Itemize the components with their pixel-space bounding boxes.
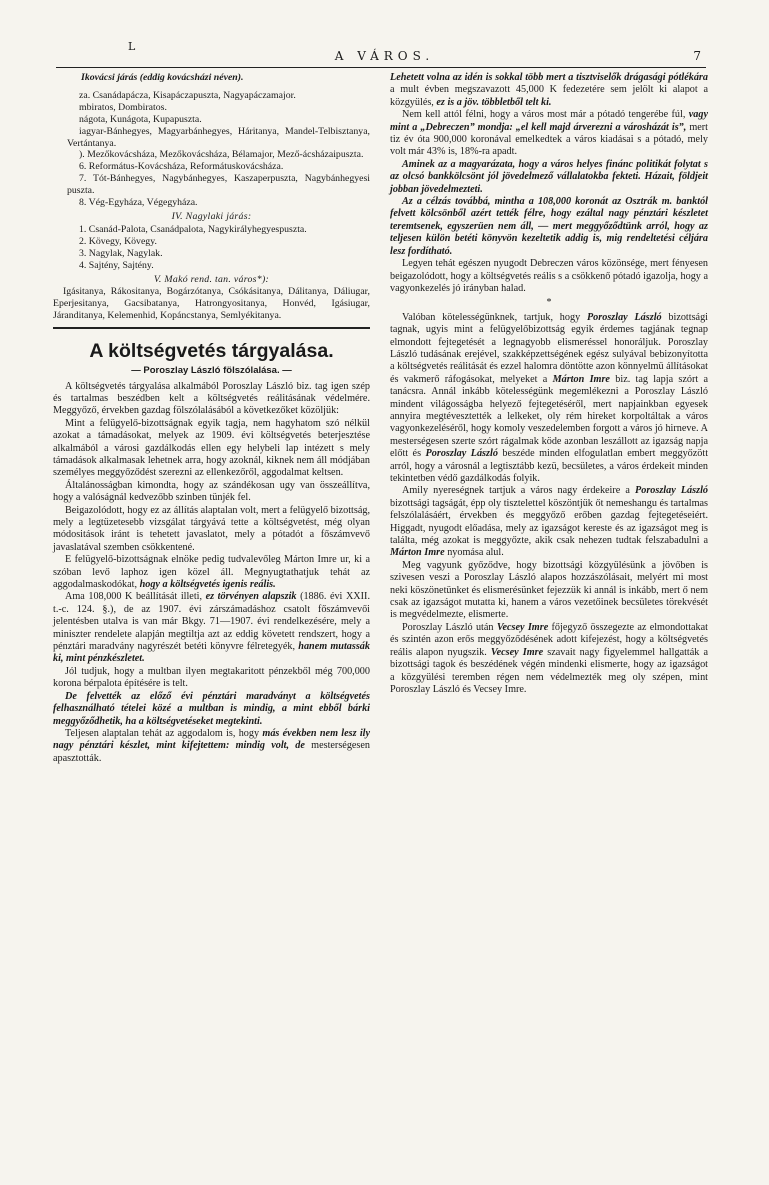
paragraph: Nem kell attól félni, hogy a város most már a pótadó tengerébe fúl, vagy mint a „Debreczen” mondja: „el kell majd árverezni a városházát is”, mert tiz év óta 900,000 koronával emelkedtek a város kiadásai s a pótadó, mely volt már 43% is, 18%-ra apadt. xyxy=(390,109,709,158)
section-star: * xyxy=(546,297,552,309)
section-title: V. Makó rend. tan. város*): xyxy=(153,273,270,285)
article-subtitle: — Poroszlay László fölszólalása. — xyxy=(131,365,292,377)
district-line: 6. Református-Kovácsháza, Reformátuskovácsháza. xyxy=(79,161,284,173)
district-line: nágota, Kunágota, Kupapuszta. xyxy=(79,113,202,125)
paragraph: Amily nyereségnek tartjuk a város nagy érdekeire a Poroszlay László bizottsági tagságát, épp oly tisztelettel köszöntjük őt nemeshangu és tartalmas felszólalásáért, érvekben és meggyőző erőben gazdag fejtegetéseiért. Higgadt, nyugodt előadása, mely az igazságot kereste és az igazságot meg is találta, még azokat is meggyőzte, akik csak nehezen tudtak felszabadulni a Márton Imre nyomása alul. xyxy=(390,485,708,559)
paragraph: Lehetett volna az idén is sokkal több mert a tisztviselők drágasági pótlékára a mult évben megszavazott 45,000 K fedezetére sem jelölt ki alapot a közgyülés, ez is a jöv. többletből telt ki. xyxy=(390,72,708,108)
district-line: 3. Nagylak, Nagylak. xyxy=(79,247,163,259)
paragraph: Az a célzás továbbá, mintha a 108,000 koronát az Osztrák m. banktól felvett kölcsönből azért tették félre, hogy ezáltal nagy pénztári készletet teremtsenek, egyszerüen nem áll, — mert meggyőződtünk arról, hogy az teljesen külön betéti könyvön kezeltetik addig is, mig rendeltetési céljára lesz fordítható. xyxy=(390,196,708,257)
paragraph: A költségvetés tárgyalása alkalmából Poroszlay László biz. tag igen szép és tartalmas beszédben kelt a költségvetés reálitásának védelmére. Meggyőző, érvekben gazdag fölszólalásából a következőket közöljük: xyxy=(53,380,370,417)
paragraph: De felvették az előző évi pénztári maradványt a költségvetés felhasználható tételei közé a multban is mindig, a mint ebből bárki meggyőződhetik, ha a költségvetéseket megtekinti. xyxy=(53,690,370,727)
district-line: iagyar-Bánhegyes, Magyarbánhegyes, Háritanya, Mandel-Telbisztanya, Vertántanya. xyxy=(67,125,370,149)
district-line: Igásitanya, Rákositanya, Bogárzótanya, Csókásitanya, Dálitanya, Dáliugar, Eperjesitanya, Gacsibatanya, Hatrongyositanya, Honvéd, Igásiugar, Járanditanya, Kelemenhid, Kopáncstanya, Semlyékitanya. xyxy=(53,286,370,322)
paragraph: Mint a felügyelő-bizottságnak egyik tagja, nem hagyhatom szó nélkül azokat a támadásokat, melyek az 1909. évi költségvetés beterjesztése alkalmából a városi gazdálkodás ellen egy helybeli lap intézett s mely támadások alkalmasak lehetnek arra, hogy azoknál, kiknek nem áll módjában személyes meggyőződést szerezni az ellenkezőről, aggodalmat keltsen. xyxy=(53,417,370,479)
district-line: 4. Sajtény, Sajtény. xyxy=(79,259,154,271)
corner-mark: L xyxy=(128,40,136,53)
paragraph: E felügyelő-bizottságnak elnöke pedig tudvalevőleg Márton Imre ur, ki a szóban levő laphoz igen közel áll. Megnyugtathatjuk tehát az aggodalmaskodókat, hogy a költségvetés igenis reális. xyxy=(53,554,370,591)
left-column xyxy=(53,72,370,765)
page-number: 7 xyxy=(693,49,701,63)
article-title: A költségvetés tárgyalása. xyxy=(89,340,334,363)
paragraph: Meg vagyunk győződve, hogy bizottsági közgyülésünk a jövőben is szivesen veszi a Poroszlay László alapos hozzászólásait, melyért mi most neki köszönetünket és elismerésünket fejezzük ki annál is inkább, mert ő nem csak az igazságot mutatta ki, hanem a város vezetőinek becsületes törekvését is megvédelmezte, elismerte. xyxy=(390,559,708,621)
running-title: A VÁROS. xyxy=(334,49,435,63)
paragraph: Aminek az a magyarázata, hogy a város helyes finánc politikát folytat s az olcsó bankkölcsönt jól jövedelmező vállalatokba fekteti. Házait, földjeit jobban jövedelmezteti. xyxy=(390,158,708,195)
district-heading: Ikovácsi járás (eddig kovácsházi néven). xyxy=(81,72,244,83)
paragraph: Legyen tehát egészen nyugodt Debreczen város közönsége, mert fényesen beigazolódott, hogy a költségvetés reális s a csökkenő pótadó igazolja, hogy a vagyonkezelés jó irányban halad. xyxy=(390,258,708,294)
right-column xyxy=(390,72,708,696)
paragraph: Beigazolódott, hogy ez az állítás alaptalan volt, mert a felügyelő bizottság, mely a legtüzetesebb vizsgálat tárgyává tette a költségvetést, még olyan módositások iránt is tehetett javaslatot, mely a pótadót a főszámvevő javaslatával szemben csökkentené. xyxy=(53,504,370,553)
paragraph: Poroszlay László után Vecsey Imre főjegyző összegezte az elmondottakat és szintén azon erős meggyőződésének adott kifejezést, hogy a költségvetés reális alapon nyugszik. Vecsey Imre szavait nagy figyelemmel hallgatták a bizottsági tagok és beszédének végén mindenki elismerte, hogy az igazságot a közgyülési teremben régen nem védelmezték meg oly szépen, mint Poroszlay László és Vecsey Imre. xyxy=(390,621,709,695)
district-line: ). Mezőkovácsháza, Mezőkovácsháza, Bélamajor, Mező-ácsházaipuszta. xyxy=(79,149,364,161)
district-line: mbiratos, Dombiratos. xyxy=(79,101,167,113)
paragraph: Ama 108,000 K beállítását illeti, ez törvényen alapszik (1886. évi XXII. t.-c. 124. §.), de az 1907. évi zárszámadáshoz csatolt főszámvevői jelentésben utalva is van már Bkgy. 71—1907. évi rendelkezésére, mely a miniszter rendelete alapján megtiltja azt az eddig követett rendszert, hogy a pénztári maradvány nagyrészét betéti könyvre félretegyék, hanem mutassák ki, mint pénzkészletet. xyxy=(53,591,370,665)
district-line: 2. Kövegy, Kövegy. xyxy=(79,235,157,247)
district-line: 1. Csanád-Palota, Csanádpalota, Nagykirályhegyespuszta. xyxy=(79,223,307,235)
paragraph: Általánosságban kimondta, hogy az szándékosan ugy van összeállítva, hogy a valóságnál kedvezőbb szinben tünjék fel. xyxy=(53,479,370,504)
section-title: IV. Nagylaki járás: xyxy=(171,210,252,222)
paragraph: Jól tudjuk, hogy a multban ilyen megtakaritott pénzekből még 700,000 korona bérpalota építésére is telt. xyxy=(53,665,370,690)
district-line: 7. Tót-Bánhegyes, Nagybánhegyes, Kaszaperpuszta, Nagybánhegyesi puszta. xyxy=(67,173,370,197)
district-line: za. Csanádapácza, Kisapáczapuszta, Nagyapáczamajor. xyxy=(79,89,296,101)
paragraph: Teljesen alaptalan tehát az aggodalom is, hogy más években nem lesz ily nagy pénztári készlet, mint kifejtettem: mindig volt, de mesterségesen apasztották. xyxy=(53,727,371,764)
section-separator xyxy=(53,327,370,329)
district-line: 8. Vég-Egyháza, Végegyháza. xyxy=(79,197,198,209)
paragraph: Valóban kötelességünknek, tartjuk, hogy Poroszlay László bizottsági tagnak, ugyis mint a felügyelőbizottság egyik érdemes tagjának tegnap elmondott fejtegetését a legnagyobb elismeréssel honoráljuk. Poroszlay László tudásának erejével, szakképzettségének egész sulyával bebizonyította a költségvetés reálitását és ezzel halomra döntötte azon könnyelmü állításokat és vakmerő ráfogásokat, melyeket a Márton Imre biz. tag lapja szórt a tanácsra. Annál inkább kötelességünk megemlékezni a Poroszlay László mindent világosságba helyező fejtegetéséről, mert napjainkban egyesek annyira megtévesztették a lelkeket, oly rém hireket korpoltáltak a város vagyonkezeléséről, hogy komoly veszedelemben forgott a város jó hirneve. A mesterségesen szerte szórt rágalmak köde azonban leszállott az igazság napja előtt és Poroszlay László beszéde minden elfogulatlan embert meggyőzött arról, hogy a városnál a legtisztább kezü, becsületes, a város érdekeit minden tekintetben védő gazdálkodás folyik. xyxy=(390,311,709,484)
header-rule xyxy=(56,67,706,68)
